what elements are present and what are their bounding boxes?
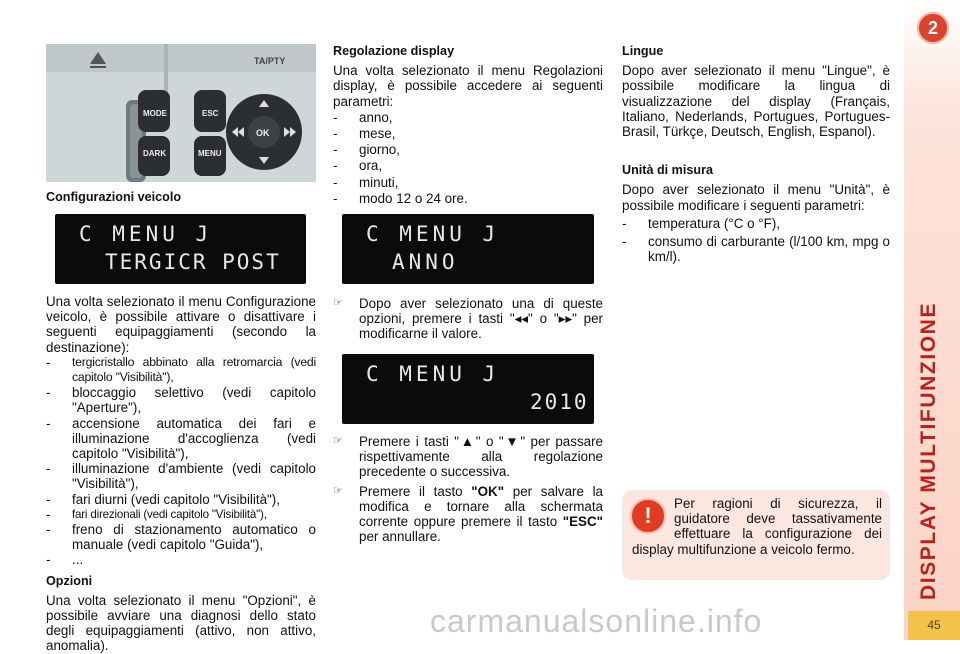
warning-icon: ! [630, 498, 666, 534]
list-item: - fari direzionali (vedi capitolo "Visibilità"), [46, 506, 267, 522]
controls-photo [46, 44, 316, 182]
list-item: - ora, [333, 158, 383, 174]
list-item: - giorno, [333, 142, 400, 158]
tip-block-2: ☞ Premere i tasti "▲" o "▼" per passare rispettivamente alla regolazione precedente o successiva. ☞ Premere il tasto "OK" per salvare la modifica e tornare alla schermata corrente oppure premere il tasto "ESC" per annullare. [333, 434, 603, 545]
section-heading-configurazioni: Configurazioni veicolo [46, 190, 182, 204]
list-item: - modo 12 o 24 ore. [333, 190, 468, 206]
section-heading-opzioni: Opzioni [46, 573, 93, 588]
lcd-line-1: C MENU J [366, 362, 500, 386]
list-item: - temperatura (°C o °F), [622, 215, 781, 231]
chapter-badge: 2 [917, 12, 949, 44]
lingue-text: Dopo aver selezionato il menu "Lingue", è possibile modificare la lingua di visualizzazione del display (Français, Italiano, Nederlands, Portugues, Portugues-Brasil, Türkçe, Deutsch, English, Espanol). [622, 63, 890, 140]
rewind-icon: ◂◂ [514, 311, 529, 327]
options-text: Una volta selezionato il menu "Opzioni", è possibile avviare una diagnosi dello stato degli equipaggiamenti (attivo, non attivo, anomalia). [46, 592, 316, 654]
page-number: 45 [908, 611, 960, 640]
lcd-line-2: TERGICR POST [105, 250, 281, 274]
esc-label: ESC [202, 109, 219, 118]
lcd-display-anno [342, 214, 594, 284]
section-heading-lingue: Lingue [622, 44, 664, 58]
section-heading-regolazione: Regolazione display [333, 44, 455, 58]
forward-icon: ▸▸ [558, 311, 573, 327]
list-item: - anno, [333, 109, 393, 125]
list-item: - mese, [333, 126, 396, 142]
lcd-line-1: C MENU J [366, 222, 500, 246]
lcd-line-1: C MENU J [79, 222, 213, 246]
section-heading-unita: Unità di misura [622, 163, 713, 178]
list-item: - freno di stazionamento automatico o manuale (vedi capitolo "Guida"), [46, 522, 316, 553]
column-left-body [46, 294, 316, 654]
list-item: - consumo di carburante (l/100 km, mpg o km/l). [622, 234, 890, 265]
lcd-line-2: 2010 [530, 390, 589, 414]
chapter-title: DISPLAY MULTIFUNZIONE [917, 301, 940, 600]
list-item: - ... [46, 552, 84, 568]
arrow-down-icon: ▼ [503, 434, 521, 449]
hand-pointer-icon: ☞ [333, 435, 343, 447]
regolazione-intro: Una volta selezionato il menu Regolazioni display, è possibile accedere ai seguenti parametri: [333, 63, 603, 109]
list-item: - tergicristallo abbinato alla retromarcia (vedi capitolo "Visibilità"), [46, 354, 316, 385]
lcd-display-tergicr [55, 214, 306, 284]
list-item: - accensione automatica dei fari e illuminazione d'accoglienza (vedi capitolo "Visibilità"), [46, 415, 316, 462]
list-item: - minuti, [333, 174, 399, 190]
column-left [46, 190, 316, 205]
list-item: - fari diurni (vedi capitolo "Visibilità"), [46, 491, 280, 507]
unita-text: Dopo aver selezionato il menu "Unità", è possibile modificare i seguenti parametri: [622, 182, 890, 213]
ta-pty-label: TA/PTY [254, 56, 286, 66]
tip-block-1: ☞ Dopo aver selezionato una di queste opzioni, premere i tasti "◂◂" o "▸▸" per modificarne il valore. [333, 296, 604, 342]
hand-pointer-icon: ☞ [333, 297, 343, 309]
lcd-display-year [342, 354, 594, 424]
column-middle [333, 44, 603, 206]
list-item: - illuminazione d'ambiente (vedi capitolo "Visibilità"), [46, 461, 316, 492]
hand-pointer-icon: ☞ [333, 484, 343, 497]
lcd-line-2: ANNO [392, 250, 459, 274]
mode-label: MODE [143, 109, 167, 118]
warning-text: Per ragioni di sicurezza, il guidatore deve tassativamente effettuare la configurazione dei display multifunzione a veicolo fermo. [632, 496, 882, 557]
dark-label: DARK [143, 149, 167, 158]
arrow-up-icon: ▲ [459, 434, 476, 449]
list-item: - bloccaggio selettivo (vedi capitolo "Aperture"), [46, 385, 316, 416]
ok-label: OK [256, 128, 270, 138]
intro-text: Una volta selezionato il menu Configurazione veicolo, è possibile attivare o disattivare i seguenti equipaggiamenti (secondo la destinazione): [46, 294, 316, 355]
menu-label: MENU [198, 149, 222, 158]
column-right [622, 44, 890, 264]
watermark: carmanualsonline.info [430, 603, 763, 639]
